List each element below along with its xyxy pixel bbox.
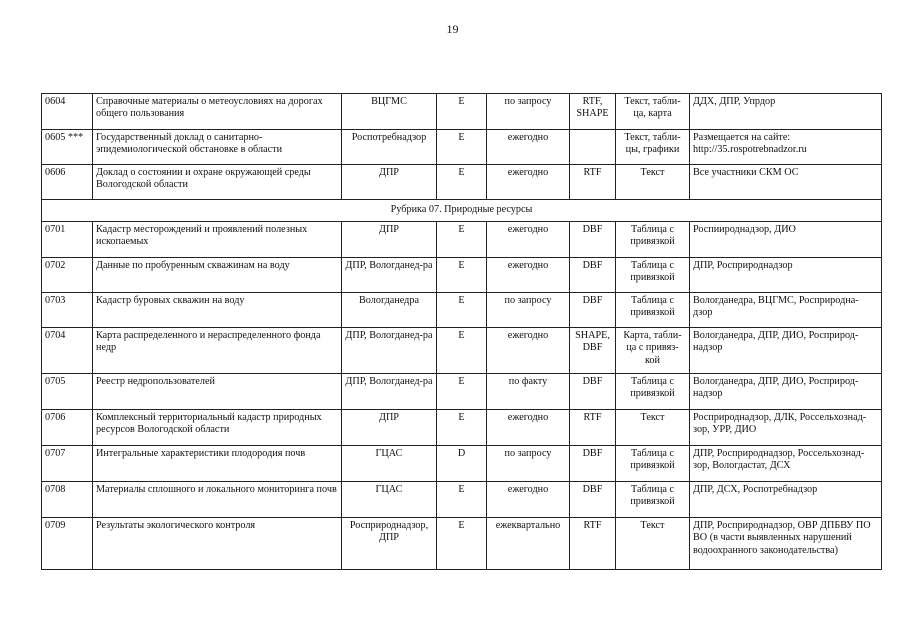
row-code: 0604 xyxy=(42,94,93,130)
table-row xyxy=(42,374,882,410)
row-form: D xyxy=(437,446,487,482)
row-name: Карта распределенного и нераспределенного фонда недр xyxy=(93,328,342,374)
row-form: Е xyxy=(437,410,487,446)
row-name: Государственный доклад о санитарно-эпидемиологической обстановке в области xyxy=(93,130,342,165)
row-code: 0703 xyxy=(42,293,93,328)
table-row xyxy=(42,94,882,130)
row-code: 0705 xyxy=(42,374,93,410)
row-format: SHAPE, DBF xyxy=(570,328,616,374)
table-row xyxy=(42,258,882,293)
row-source: ГЦАС xyxy=(342,482,437,518)
row-frequency: ежегодно xyxy=(487,410,570,446)
row-format: DBF xyxy=(570,222,616,258)
row-form: Е xyxy=(437,222,487,258)
row-frequency: по факту xyxy=(487,374,570,410)
row-name: Кадастр месторождений и проявлений полезных ископаемых xyxy=(93,222,342,258)
table-row xyxy=(42,130,882,165)
row-form: Е xyxy=(437,328,487,374)
table-row xyxy=(42,222,882,258)
row-users: ДПР, Росприроднадзор xyxy=(690,258,882,293)
section-title: Рубрика 07. Природные ресурсы xyxy=(42,200,882,222)
row-frequency: по запросу xyxy=(487,94,570,130)
table-row xyxy=(42,293,882,328)
row-type: Текст xyxy=(616,518,690,570)
row-frequency: по запросу xyxy=(487,293,570,328)
row-source: Росприроднадзор, ДПР xyxy=(342,518,437,570)
row-type: Таблица с привязкой xyxy=(616,482,690,518)
row-code: 0706 xyxy=(42,410,93,446)
row-code: 0707 xyxy=(42,446,93,482)
row-users: Размещается на сайте: http://35.rospotrebnadzor.ru xyxy=(690,130,882,165)
row-form: Е xyxy=(437,293,487,328)
row-name: Интегральные характеристики плодородия почв xyxy=(93,446,342,482)
table-row xyxy=(42,328,882,374)
row-source: ДПР, Вологданед-ра xyxy=(342,374,437,410)
row-form: Е xyxy=(437,165,487,200)
row-form: Е xyxy=(437,518,487,570)
row-frequency: по запросу xyxy=(487,446,570,482)
row-type: Текст, табли-цы, графики xyxy=(616,130,690,165)
row-name: Справочные материалы о метеоусловиях на дорогах общего пользования xyxy=(93,94,342,130)
row-format: RTF xyxy=(570,165,616,200)
row-format: RTF xyxy=(570,410,616,446)
row-source: Роспотребнадзор xyxy=(342,130,437,165)
row-format xyxy=(570,130,616,165)
row-form: Е xyxy=(437,258,487,293)
row-code: 0701 xyxy=(42,222,93,258)
row-format: DBF xyxy=(570,293,616,328)
row-source: ГЦАС xyxy=(342,446,437,482)
row-type: Текст xyxy=(616,165,690,200)
row-code: 0702 xyxy=(42,258,93,293)
row-type: Таблица с привязкой xyxy=(616,222,690,258)
row-frequency: ежегодно xyxy=(487,222,570,258)
row-type: Таблица с привязкой xyxy=(616,374,690,410)
row-code: 0605 *** xyxy=(42,130,93,165)
table-row xyxy=(42,410,882,446)
row-source: ДПР xyxy=(342,165,437,200)
row-type: Текст xyxy=(616,410,690,446)
row-users: ДПР, Росприроднадзор, ОВР ДПБВУ ПО ВО (в части выявленных нарушений водоохранного законодательства) xyxy=(690,518,882,570)
row-frequency: ежегодно xyxy=(487,482,570,518)
row-users: Вологданедра, ДПР, ДИО, Росприрод-надзор xyxy=(690,374,882,410)
row-name: Реестр недропользователей xyxy=(93,374,342,410)
row-source: Вологданедра xyxy=(342,293,437,328)
row-code: 0704 xyxy=(42,328,93,374)
row-type: Таблица с привязкой xyxy=(616,446,690,482)
row-code: 0606 xyxy=(42,165,93,200)
row-code: 0709 xyxy=(42,518,93,570)
row-name: Комплексный территориальный кадастр природных ресурсов Вологодской области xyxy=(93,410,342,446)
section-header-row xyxy=(42,200,882,222)
row-format: DBF xyxy=(570,446,616,482)
row-format: RTF xyxy=(570,518,616,570)
row-users: ДДХ, ДПР, Упрдор xyxy=(690,94,882,130)
row-format: RTF, SHAPE xyxy=(570,94,616,130)
table-row xyxy=(42,165,882,200)
row-frequency: ежегодно xyxy=(487,258,570,293)
row-name: Данные по пробуренным скважинам на воду xyxy=(93,258,342,293)
row-name: Доклад о состоянии и охране окружающей среды Вологодской области xyxy=(93,165,342,200)
row-name: Результаты экологического контроля xyxy=(93,518,342,570)
row-frequency: ежеквартально xyxy=(487,518,570,570)
row-name: Кадастр буровых скважин на воду xyxy=(93,293,342,328)
row-source: ДПР xyxy=(342,410,437,446)
row-code: 0708 xyxy=(42,482,93,518)
row-type: Карта, табли-ца с привяз-кой xyxy=(616,328,690,374)
row-format: DBF xyxy=(570,482,616,518)
row-format: DBF xyxy=(570,374,616,410)
row-frequency: ежегодно xyxy=(487,130,570,165)
row-source: ВЦГМС xyxy=(342,94,437,130)
row-source: ДПР, Вологданед-ра xyxy=(342,258,437,293)
row-users: ДПР, ДСХ, Роспотребнадзор xyxy=(690,482,882,518)
row-users: ДПР, Росприроднадзор, Россельхознад-зор, Вологдастат, ДСХ xyxy=(690,446,882,482)
table-row xyxy=(42,482,882,518)
row-users: Вологданедра, ДПР, ДИО, Росприрод-надзор xyxy=(690,328,882,374)
row-users: Роспиироднадзор, ДИО xyxy=(690,222,882,258)
table-row xyxy=(42,446,882,482)
row-source: ДПР, Вологданед-ра xyxy=(342,328,437,374)
row-format: DBF xyxy=(570,258,616,293)
page-number: 19 xyxy=(446,22,459,36)
row-form: Е xyxy=(437,482,487,518)
row-source: ДПР xyxy=(342,222,437,258)
row-form: Е xyxy=(437,374,487,410)
row-users: Вологданедра, ВЦГМС, Росприродна-дзор xyxy=(690,293,882,328)
row-name: Материалы сплошного и локального мониторинга почв xyxy=(93,482,342,518)
row-frequency: ежегодно xyxy=(487,165,570,200)
row-type: Таблица с привязкой xyxy=(616,258,690,293)
data-registry-table xyxy=(41,93,882,570)
row-type: Текст, табли-ца, карта xyxy=(616,94,690,130)
row-form: Е xyxy=(437,130,487,165)
row-frequency: ежегодно xyxy=(487,328,570,374)
row-type: Таблица с привязкой xyxy=(616,293,690,328)
row-users: Все участники СКМ ОС xyxy=(690,165,882,200)
table-row xyxy=(42,518,882,570)
row-users: Росприроднадзор, ДЛК, Россельхознад-зор, УРР, ДИО xyxy=(690,410,882,446)
row-form: Е xyxy=(437,94,487,130)
